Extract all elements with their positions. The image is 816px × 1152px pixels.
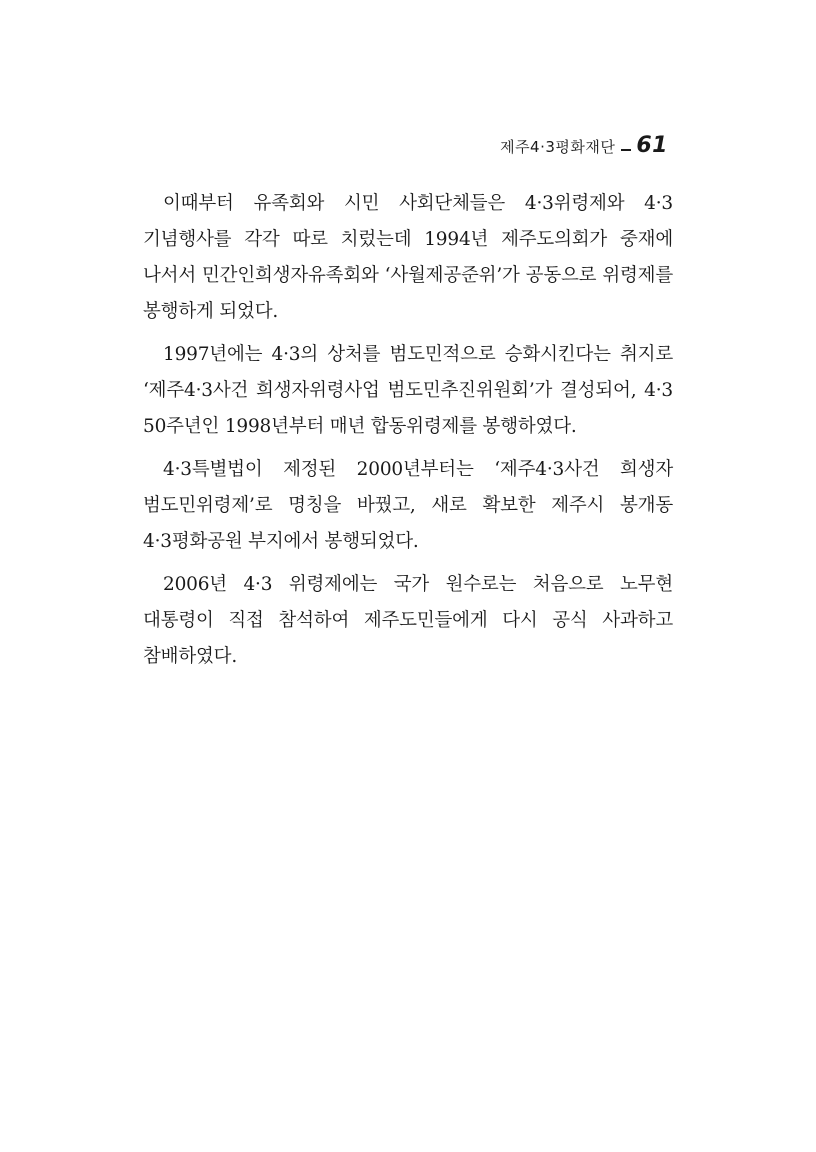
- page-number: 61: [636, 133, 668, 158]
- paragraph-1: 이때부터 유족회와 시민 사회단체들은 4·3위령제와 4·3 기념행사를 각각 따로 치렀는데 1994년 제주도의회가 중재에 나서서 민간인희생자유족회와 ‘사월제공준위’가 공동으로 위령제를 봉행하게 되었다.: [143, 193, 673, 322]
- paragraph-2: 1997년에는 4·3의 상처를 범도민적으로 승화시킨다는 취지로 ‘제주4·3사건 희생자위령사업 범도민추진위원회’가 결성되어, 4·3 50주년인 1998년부터 매년 합동위령제를 봉행하였다.: [143, 344, 673, 437]
- paragraph-4: 2006년 4·3 위령제에는 국가 원수로는 처음으로 노무현 대통령이 직접 참석하여 제주도민들에게 다시 공식 사과하고 참배하였다.: [143, 574, 673, 667]
- body-text: [143, 186, 673, 682]
- header-rule: [621, 149, 631, 151]
- paragraph-3: 4·3특별법이 제정된 2000년부터는 ‘제주4·3사건 희생자 범도민위령제’로 명칭을 바꿨고, 새로 확보한 제주시 봉개동 4·3평화공원 부지에서 봉행되었다.: [143, 459, 673, 552]
- running-title: 제주4·3평화재단: [500, 138, 616, 156]
- running-header: [500, 133, 668, 158]
